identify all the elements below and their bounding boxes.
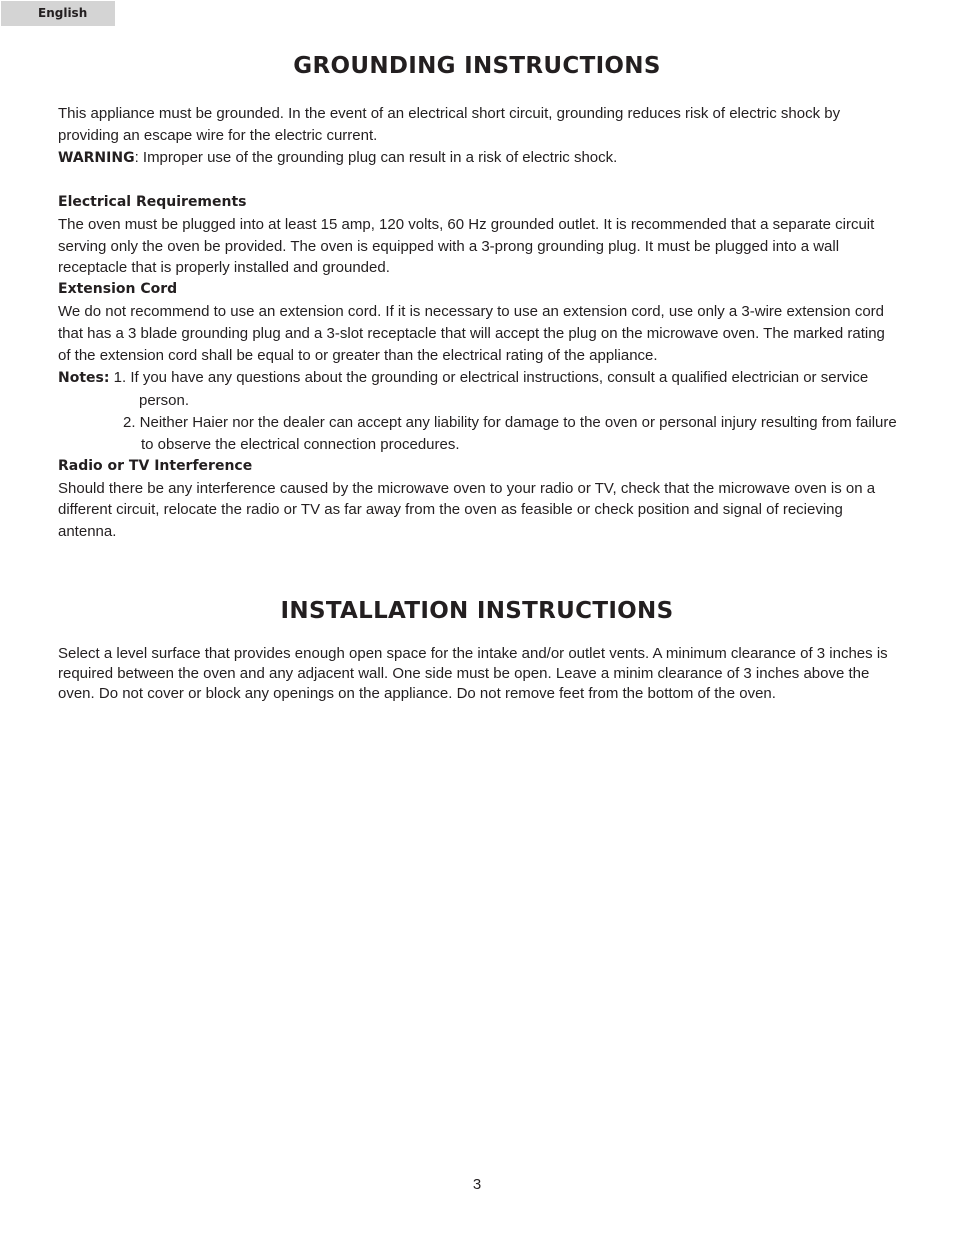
warning-label: WARNING (58, 149, 135, 166)
page-number: 3 (472, 1176, 482, 1193)
spacer (58, 170, 898, 192)
electrical-heading: Electrical Requirements (58, 193, 247, 210)
extension-heading: Extension Cord (58, 281, 178, 298)
electrical-text: The oven must be plugged into at least 15 amp, 120 volts, 60 Hz grounded outlet. It is recommended that a separate circuit serving only the oven be provided. The oven is equipped with a 3-prong grounding plug. It must be plugged into a wall receptacle that is properly installed and grounded. (58, 215, 875, 277)
radio-text: Should there be any interference caused by the microwave oven to your radio or TV, check that the microwave oven is on a different circuit, relocate the radio or TV as far away from the oven as feasible or check position and signal of recieving antenna. (58, 479, 876, 541)
installation-section (58, 644, 898, 704)
grounding-section (58, 103, 898, 543)
extension-text: We do not recommend to use an extension cord. If it is necessary to use an extension cord, use only a 3-wire extension cord that has a 3 blade grounding plug and a 3-slot receptacle that will accept the plug on the microwave oven. The marked rating of the extension cord shall be equal to or greater than the electrical rating of the appliance. (58, 303, 885, 365)
grounding-intro: This appliance must be grounded. In the event of an electrical short circuit, grounding reduces risk of electric shock by providing an escape wire for the electric current. (58, 105, 841, 144)
radio-heading: Radio or TV Interference (58, 457, 253, 474)
installation-title: INSTALLATION INSTRUCTIONS (280, 598, 674, 624)
note-1-text: 1. If you have any questions about the grounding or electrical instructions, consult a qualified electrician or service person. (113, 368, 869, 409)
warning-text: : Improper use of the grounding plug can result in a risk of electric shock. (134, 148, 618, 166)
grounding-title: GROUNDING INSTRUCTIONS (293, 53, 661, 79)
note-1 (58, 367, 898, 412)
notes-label: Notes: (58, 369, 110, 386)
language-tab: English (1, 1, 115, 26)
note-2: 2. Neither Haier nor the dealer can accept any liability for damage to the oven or personal injury resulting from failure to observe the electrical connection procedures. (123, 413, 897, 453)
warning-paragraph (58, 147, 898, 170)
installation-text: Select a level surface that provides enough open space for the intake and/or outlet vents. A minimum clearance of 3 inches is required between the oven and any adjacent wall. One side must be open. Leave a minim clearance of 3 inches above the oven. Do not cover or block any openings on the appliance. Do not remove feet from the bottom of the oven. (58, 645, 888, 702)
